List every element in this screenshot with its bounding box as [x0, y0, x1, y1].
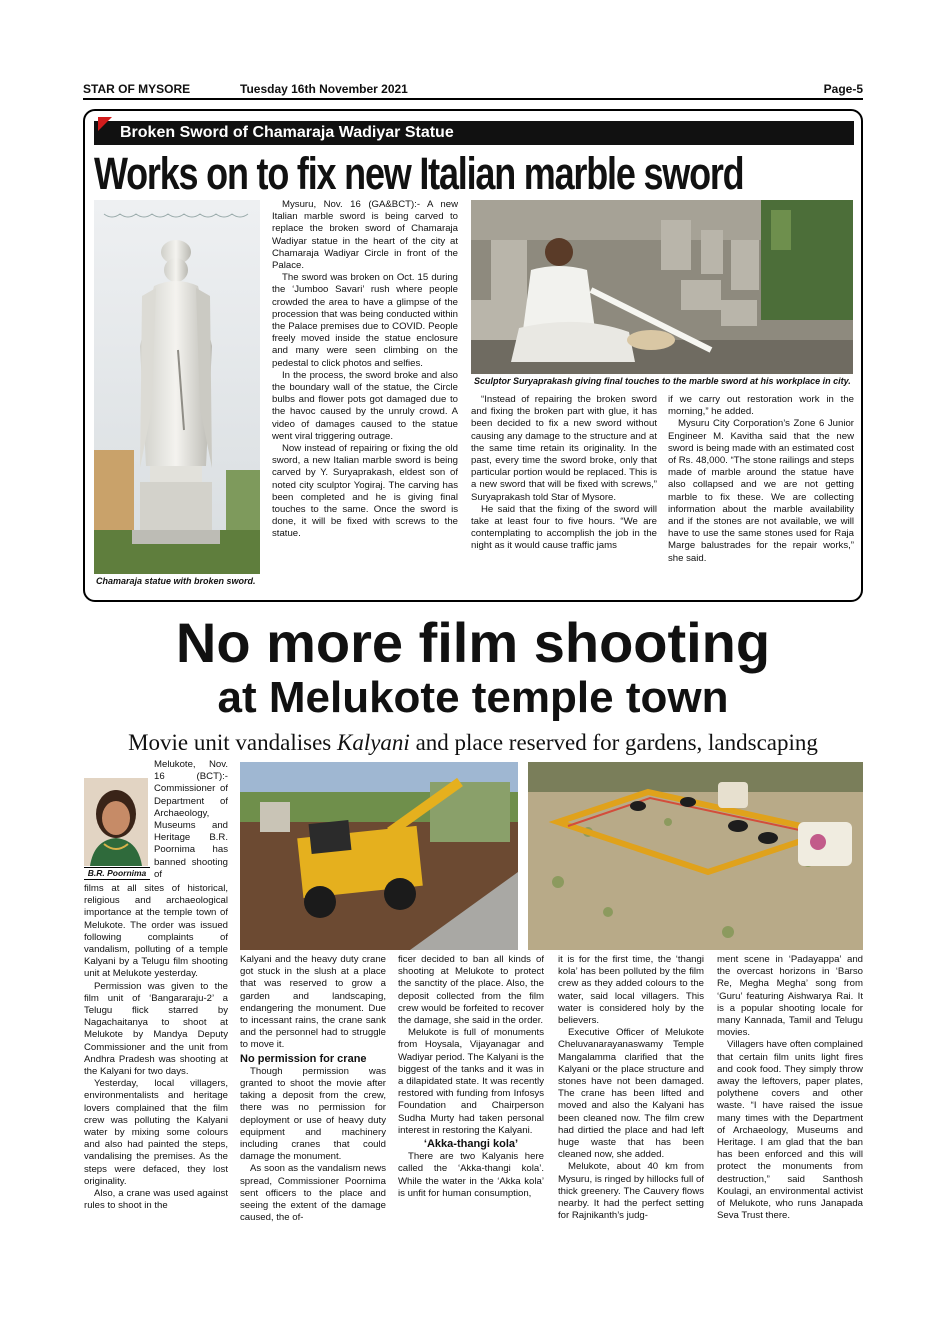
- paragraph: There are two Kalyanis here called the ‘Akka-thangi kola’. While the water in the ‘Akka kola’ is unfit for human consumption,: [398, 1151, 544, 1199]
- deck-text: and place reserved for gardens, landscaping: [409, 730, 818, 755]
- story2-headline-line1: No more film shooting: [175, 611, 771, 674]
- paragraph: ment scene in ‘Padayappa’ and the overcast horizons in ‘Barso Re, Megha Megha’ song from ‘Guru’ featuring Aishwarya Rai. It is a popular shooting locale for many Kannada, Tamil and Telugu movies.: [717, 954, 863, 1039]
- paragraph: films at all sites of historical, religious and archaeological importance at the temple town of Melukote. The order was issued following complaints of vandalism, polluting of a temple Kalyani by a Telugu film shooting unit at Melukote yesterday.: [84, 883, 228, 980]
- kalyani-photo: [528, 762, 863, 950]
- paragraph: Mysuru City Corporation’s Zone 6 Junior Engineer M. Kavitha said that the new sword is being made with an estimated cost of Rs. 48,000. “The stone railings and steps made of marble around the statue have also collapsed and we are not getting marble to fix these. We are collecting information about the marble availability and if the stones are not available, we will have to use the same stones used for Raja Marge balustrades for the repair works,” she said.: [668, 418, 854, 564]
- sculptor-photo: [471, 200, 853, 374]
- paragraph: Mysuru, Nov. 16 (GA&BCT):- A new Italian marble sword is being carved to replace the broken sword of Chamaraja Wadiyar statue in the heart of the city at Chamaraja Wadiyar Circle in front of the Palace.: [272, 199, 458, 272]
- paper-name: STAR OF MYSORE: [83, 82, 191, 96]
- paragraph: Permission was given to the film unit of ‘Bangararaju-2’ a Telugu flick starred by Nagachaitanya to shoot at Melukote by Mandya Deputy Commissioner and the unit from Andhra Pradesh was shooting at the Kalyani for two days.: [84, 980, 228, 1078]
- paragraph: Now instead of repairing or fixing the old sword, a new Italian marble sword is being carved by Y. Suryaprakash, eldest son of noted city sculptor Yogiraj. The carving has been completed and he is giving final touches to the same. Once the sword is done, it will be fixed with screws to the statue.: [272, 443, 458, 540]
- statue-caption: Chamaraja statue with broken sword.: [96, 576, 256, 586]
- red-flag-icon: [98, 117, 112, 131]
- story1-column-3: [668, 394, 854, 594]
- lead-text: Melukote, Nov. 16 (BCT):- Commissioner of Department of Archaeology, Museums and Heritage B.R. Poornima has banned shooting of: [154, 759, 228, 880]
- paragraph: Also, a crane was used against rules to shoot in the: [84, 1188, 228, 1212]
- deck-text: Movie unit vandalises: [128, 730, 337, 755]
- story2-lead: [88, 759, 228, 883]
- crane-photo: [240, 762, 518, 950]
- story2-column-4: [558, 954, 704, 1264]
- sculptor-caption: Sculptor Suryaprakash giving final touches to the marble sword at his workplace in city.: [474, 376, 851, 386]
- paragraph: “Instead of repairing the broken sword and fixing the broken part with glue, it has been decided to fix a new sword without causing any damage to the structure and at the same time retain its originality. In the past, every time the sword broke, only that particular portion would be replaced. This is a new sword that will be fixed with screws,” Suryaprakash told Star of Mysore.: [471, 394, 657, 503]
- story2-column-5: [717, 954, 863, 1264]
- story-headline: Works on to fix new Italian marble sword: [94, 148, 744, 199]
- story1-column-2: [471, 394, 657, 594]
- subhead-akka-thangi: ‘Akka-thangi kola’: [423, 1138, 519, 1151]
- paragraph: Yesterday, local villagers, environmentalists and heritage lovers complained that the film crew was polluting the Kalyani water by mixing some colours and also had painted the steps, vandalising the premises. As the steps were defaced, they lost originality.: [84, 1078, 228, 1187]
- paragraph: Kalyani and the heavy duty crane got stuck in the slush at a place that was reserved to grow a garden and landscaping, endangering the monument. Due to incessant rains, the crane sank and the personnel had to struggle to move it.: [240, 954, 386, 1051]
- story2-column-1: [84, 883, 228, 1263]
- statue-photo: [94, 200, 260, 574]
- paragraph: Villagers have often complained that certain film units light fires and cook food. They simply throw away the leftovers, paper plates, polythene covers and other waste. “I have raised the issue many times with the Department of Archaeology, Museums and Heritage. I am glad that the ban has been enforced and this will protect the monuments from destruction,” said Santhosh Koulagi, an environmental activist of Melukote, who runs Janapada Seva Trust there.: [717, 1039, 863, 1222]
- paragraph: As soon as the vandalism news spread, Commissioner Poornima sent officers to the place and seeing the extent of the damage caused, the of-: [240, 1163, 386, 1224]
- paragraph: He said that the fixing of the sword will take at least four to five hours. “We are contemplating to accomplish the job in the night as it would cause traffic jams: [471, 503, 657, 552]
- paragraph: Though permission was granted to shoot the movie after taking a deposit from the crew, there was no permission for deployment or use of heavy duty equipment and machinery including cranes that could damage the monument.: [240, 1065, 386, 1163]
- story2-column-2: [240, 954, 386, 1264]
- masthead: [83, 80, 863, 100]
- page-number: Page-5: [823, 82, 863, 96]
- kalyani-illustration: [528, 762, 863, 950]
- subhead-no-permission: No permission for crane: [240, 1052, 367, 1065]
- portrait-caption: B.R. Poornima: [84, 867, 150, 880]
- paragraph: [88, 759, 228, 881]
- deck-italic: Kalyani: [336, 730, 410, 755]
- story-kicker: Broken Sword of Chamaraja Wadiyar Statue: [94, 121, 854, 145]
- issue-date: Tuesday 16th November 2021: [240, 82, 408, 96]
- paragraph: The sword was broken on Oct. 15 during the ‘Jumboo Savari’ rush where people crowded the area to have a glimpse of the procession that was being conducted within the Palace premises due to COVID. People freely moved inside the statue enclosure and many were seen climbing on the pedestal to click photos and selfies.: [272, 272, 458, 369]
- paragraph: ficer decided to ban all kinds of shooting at Melukote to protect the sanctity of the place. Also, the deposit collected from the film crew would be forfeited to recover the damage, she said in the order.: [398, 954, 544, 1027]
- story1-column-1: [272, 199, 458, 591]
- paragraph: Melukote is full of monuments from Hoysala, Vijayanagar and Wadiyar period. The Kalyani is the biggest of the tanks and it was in a dilapidated state. It was recently restored with funding from Infosys Foundation and Chairperson Sudha Murty had taken personal interest in restoring the Kalyani.: [398, 1027, 544, 1136]
- paragraph: if we carry out restoration work in the morning,” he added.: [668, 394, 854, 418]
- paragraph: Executive Officer of Melukote Cheluvanarayanaswamy Temple Mangalamma clarified that the Kalyani or the place structure and stones have not been damaged. The crane has been lifted and moved and also the Kalyani has been cleaned now. The film crew had dirtied the place and had left huge waste that has been cleaned now, she added.: [558, 1027, 704, 1161]
- story2-headline-line2: at Melukote temple town: [217, 673, 729, 722]
- story2-column-3: [398, 954, 544, 1264]
- crane-illustration: [240, 762, 518, 950]
- paragraph: In the process, the sword broke and also the boundary wall of the statue, the Circle bulbs and flower pots got damaged due to the havoc caused by the unruly crowd. A video of damages caused to the statue went viral triggering outrage.: [272, 369, 458, 442]
- paragraph: it is for the first time, the ‘thangi kola’ has been polluted by the film crew as they added colours to the water, said local villagers. This water is considered holy by the believers.: [558, 954, 704, 1027]
- story2-deck: [83, 729, 863, 757]
- statue-illustration: [94, 200, 260, 574]
- paragraph: Melukote, about 40 km from Mysuru, is ringed by hillocks full of thick greenery. The Cauvery flows nearby. It had the perfect setting for Rajnikanth’s judg-: [558, 1161, 704, 1222]
- sculptor-illustration: [471, 200, 853, 374]
